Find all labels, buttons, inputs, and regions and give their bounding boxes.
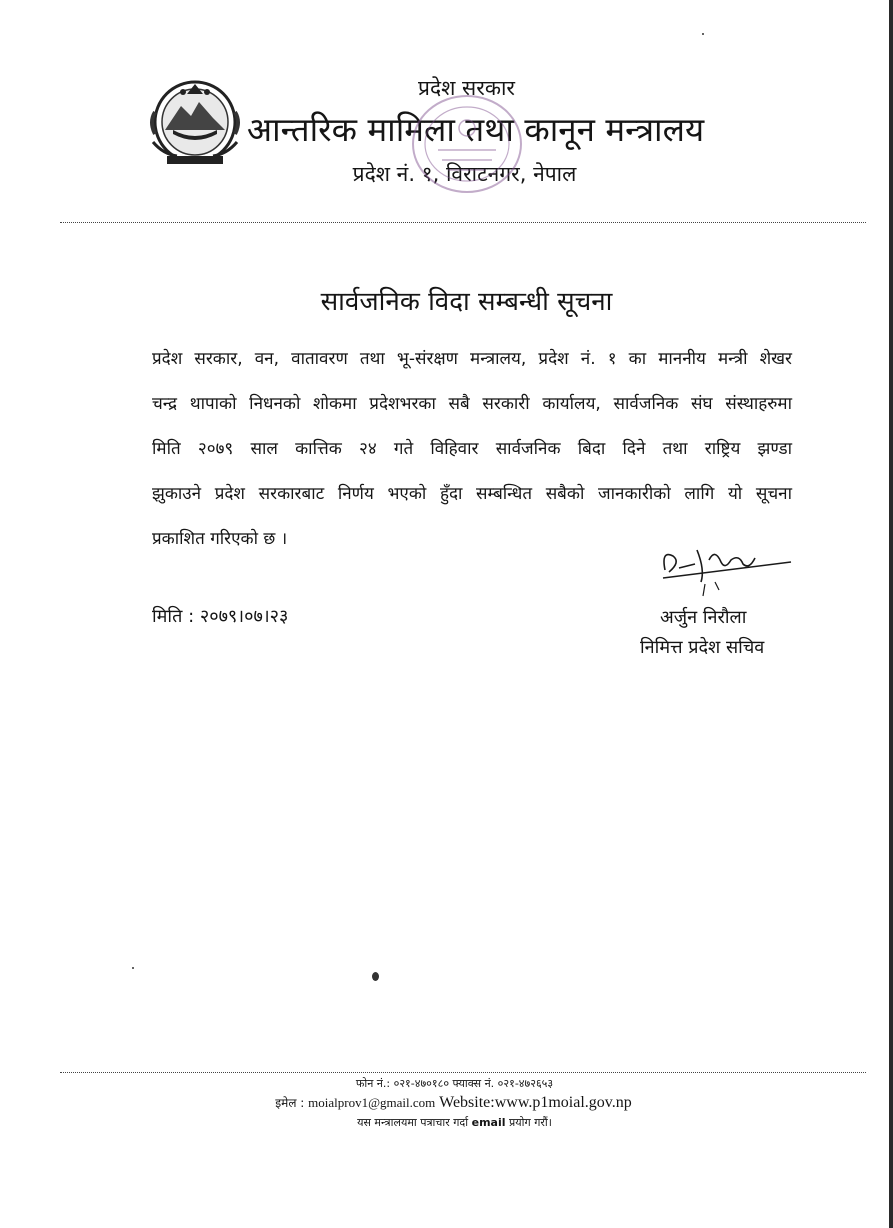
scan-speck bbox=[702, 33, 704, 35]
notice-title: सार्वजनिक विदा सम्बन्धी सूचना bbox=[320, 287, 613, 317]
footer-note-text: प्रयोग गरौं। bbox=[509, 1116, 552, 1129]
signature-icon bbox=[655, 540, 795, 600]
footer-note-email: email bbox=[471, 1116, 506, 1129]
footer-contact-phone: फोन नं.: ०२१-४७०१८० फ्याक्स नं. ०२१-४७२६५३ bbox=[355, 1077, 554, 1090]
notice-line: प्रदेश सरकार, वन, वातावरण तथा भू-संरक्षण मन्त्रालय, प्रदेश नं. १ का माननीय मन्त्री शेखर bbox=[152, 349, 792, 369]
email-link[interactable]: moialprov1@gmail.com bbox=[308, 1095, 436, 1110]
header-divider bbox=[60, 222, 866, 223]
footer-divider bbox=[60, 1072, 866, 1073]
signatory-title: निमित्त प्रदेश सचिव bbox=[640, 637, 765, 658]
footer-contact-web bbox=[0, 1094, 893, 1112]
notice-line: प्रकाशित गरिएको छ । bbox=[152, 529, 288, 549]
website-link[interactable]: Website:www.p1moial.gov.np bbox=[439, 1094, 632, 1111]
scan-speck bbox=[132, 967, 134, 969]
office-stamp-icon bbox=[408, 92, 526, 196]
notice-date: मिति : २०७९।०७।२३ bbox=[152, 606, 289, 627]
notice-line: मिति २०७९ साल कात्तिक २४ गते विहिवार सार्वजनिक बिदा दिने तथा राष्ट्रिय झण्डा bbox=[152, 439, 792, 459]
ministry-address: प्रदेश नं. १, विराटनगर, नेपाल bbox=[352, 162, 577, 186]
notice-line: झुकाउने प्रदेश सरकारबाट निर्णय भएको हुँदा सम्बन्धित सबैको जानकारीको लागि यो सूचना bbox=[152, 484, 792, 504]
email-label: इमेल : bbox=[275, 1096, 305, 1110]
notice-line: चन्द्र थापाको निधनको शोकमा प्रदेशभरका सबै सरकारी कार्यालय, सार्वजनिक संघ संस्थाहरुमा bbox=[152, 394, 792, 414]
signatory-name: अर्जुन निरौला bbox=[660, 607, 747, 628]
footer-note bbox=[0, 1115, 893, 1130]
ministry-heading: आन्तरिक मामिला तथा कानून मन्त्रालय bbox=[246, 110, 705, 149]
footer-note-text: यस मन्त्रालयमा पत्राचार गर्दा bbox=[357, 1116, 469, 1129]
scan-speck bbox=[372, 972, 379, 981]
government-heading: प्रदेश सरकार bbox=[418, 76, 515, 100]
